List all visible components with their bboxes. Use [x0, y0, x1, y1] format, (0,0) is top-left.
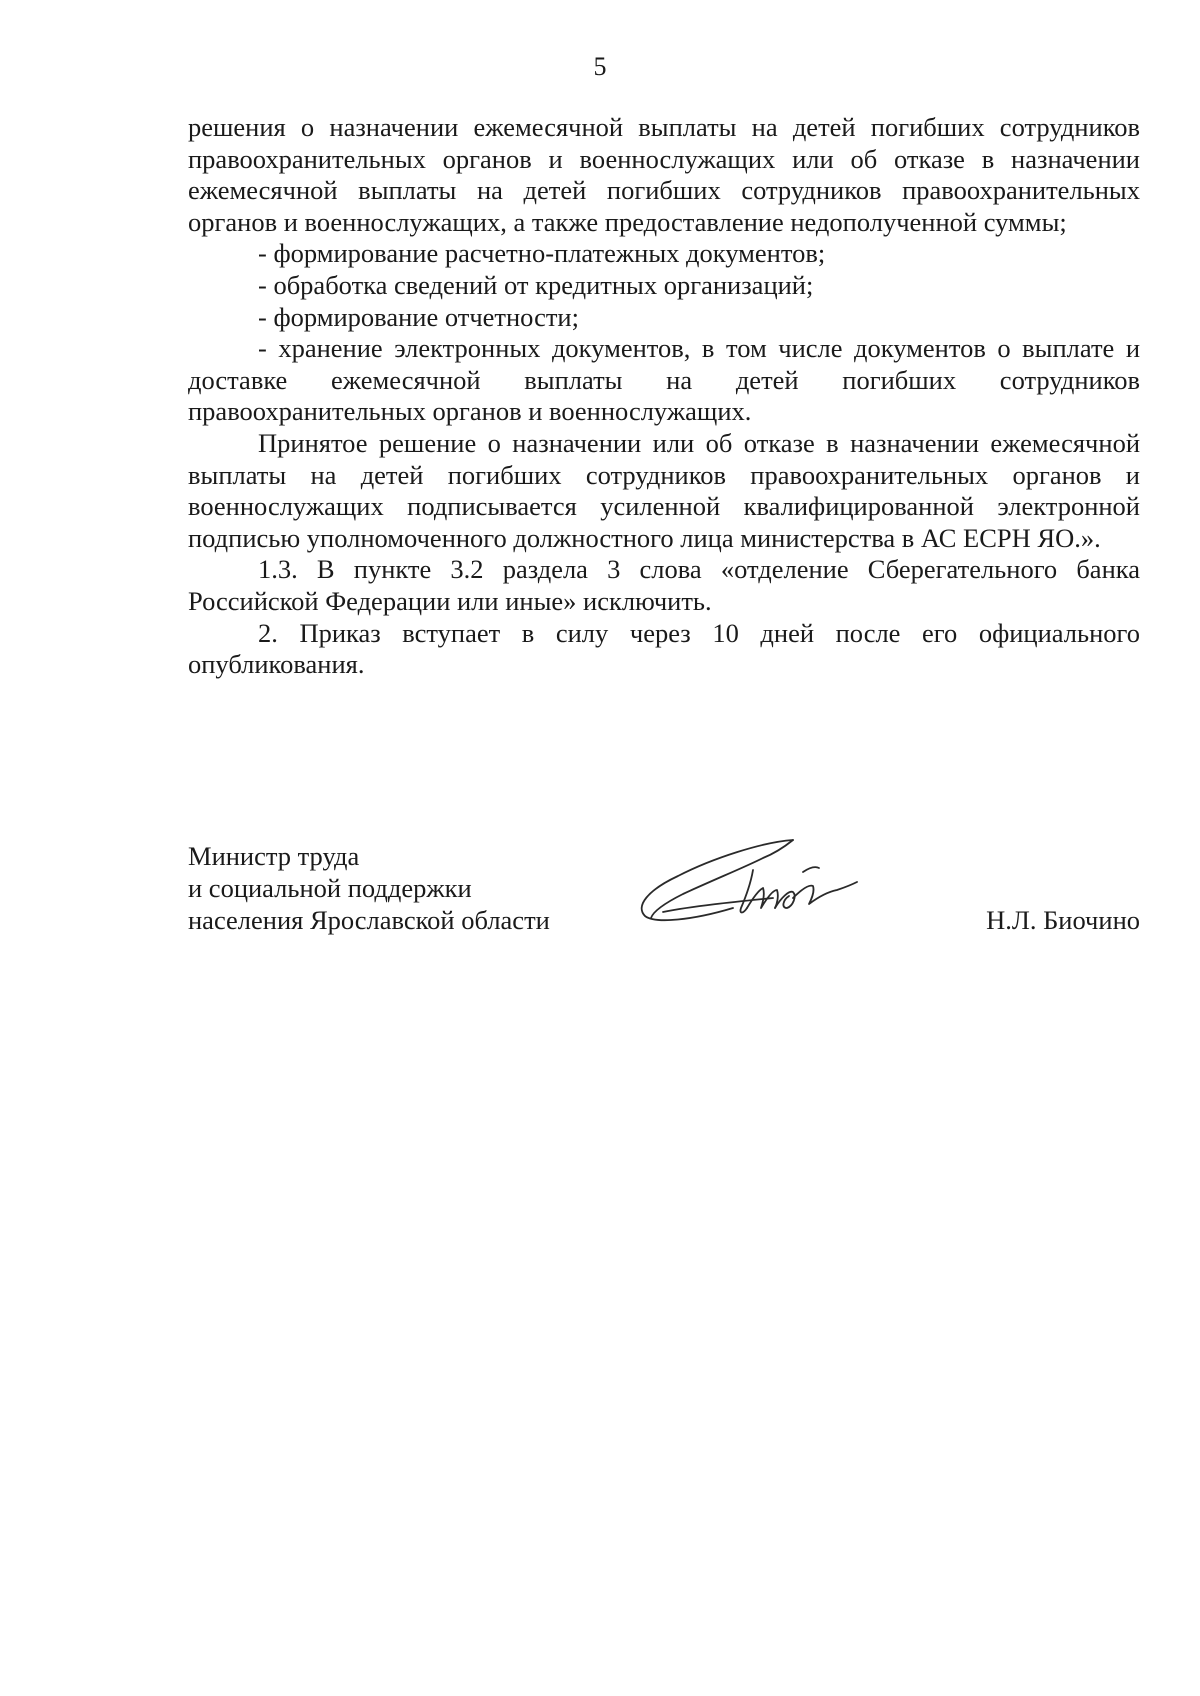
clause-1-3: 1.3. В пункте 3.2 раздела 3 слова «отделение Сберегательного банка Российской Федерации или иные» исключить.: [188, 554, 1140, 616]
signer-name: Н.Л. Биочино: [986, 905, 1140, 935]
signer-title-line-3: населения Ярославской области: [188, 905, 550, 935]
signer-title-line-2: и социальной поддержки: [188, 873, 472, 903]
signer-title-line-1: Министр труда: [188, 841, 360, 871]
signature-block: [188, 840, 1140, 950]
list-item-storage: - хранение электронных документов, в том числе документов о выплате и доставке ежемесячной выплаты на детей погибших сотрудников правоохранительных органов и военнослужащих.: [188, 333, 1140, 427]
handwritten-signature-icon: [623, 828, 883, 938]
clause-2: 2. Приказ вступает в силу через 10 дней после его официального опубликования.: [188, 617, 1140, 680]
list-item-processing-data: - обработка сведений от кредитных организаций;: [258, 269, 814, 300]
list-item-reporting: - формирование отчетности;: [258, 301, 579, 332]
page-number: 5: [593, 52, 607, 81]
paragraph-decision-signing: Принятое решение о назначении или об отказе в назначении ежемесячной выплаты на детей погибших сотрудников правоохранительных органов и военнослужащих подписывается усиленной квалифицированной электронной подписью уполномоченного должностного лица министерства в АС ЕСРН ЯО.».: [188, 427, 1140, 553]
paragraph-continuation: решения о назначении ежемесячной выплаты на детей погибших сотрудников правоохранительных органов и военнослужащих или об отказе в назначении ежемесячной выплаты на детей погибших сотрудников правоохранительных органов и военнослужащих, а также предоставление недополученной суммы;: [188, 112, 1140, 237]
list-item-forming-documents: - формирование расчетно-платежных документов;: [258, 238, 826, 269]
document-body: [188, 112, 1140, 681]
signer-title: [188, 840, 550, 936]
